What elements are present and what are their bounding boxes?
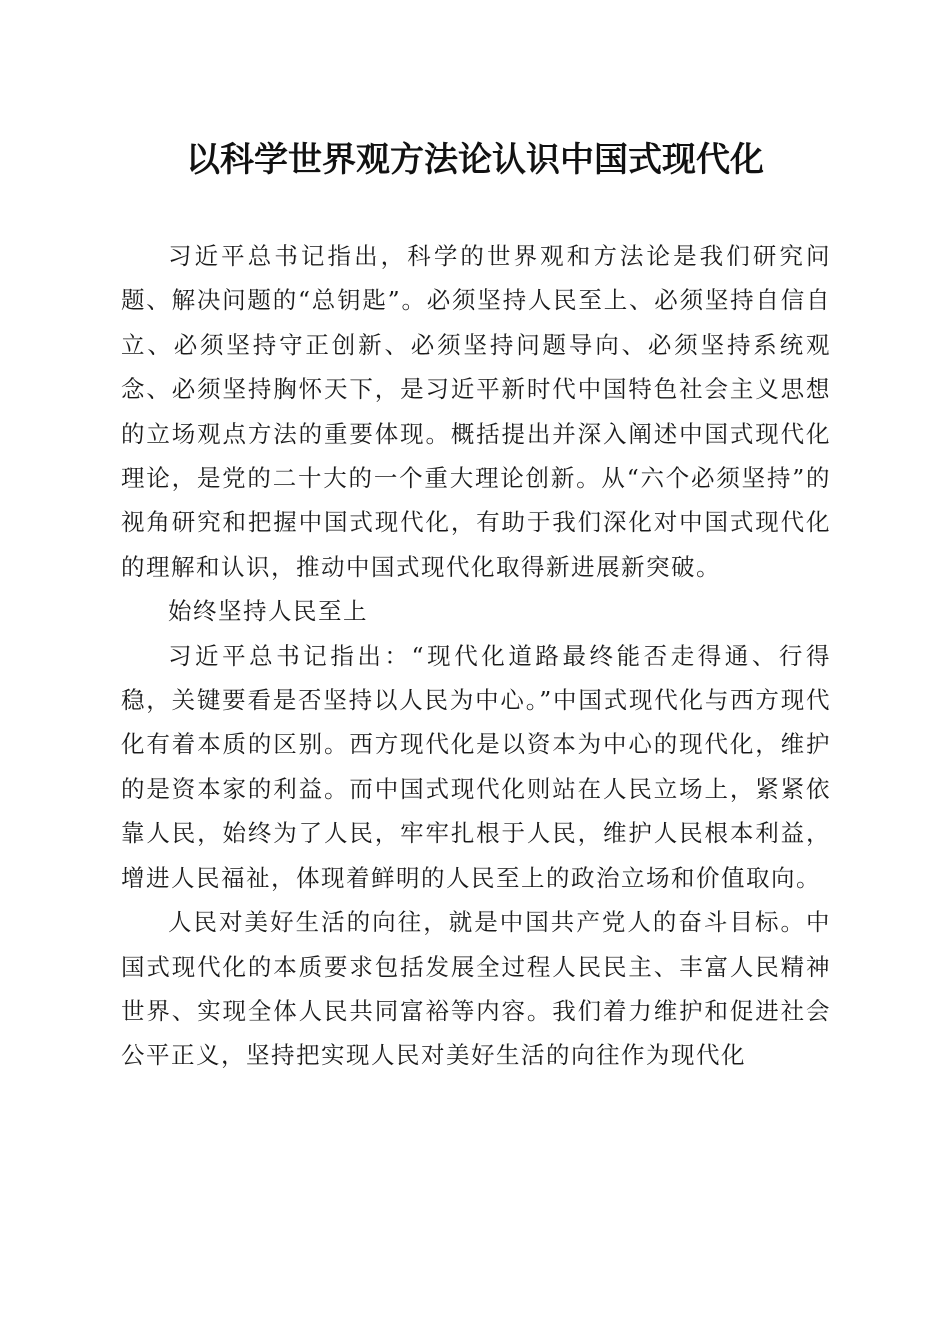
section-heading: 始终坚持人民至上 [168,597,368,626]
document-title: 以科学世界观方法论认识中国式现代化 [186,140,764,180]
intro-paragraph: 习近平总书记指出，科学的世界观和方法论是我们研究问题、解决问题的“总钥匙”。必须坚持人民至上、必须坚持自信自立、必须坚持守正创新、必须坚持问题导向、必须坚持系统观念、必须坚持胸怀天下，是习近平新时代中国特色社会主义思想的立场观点方法的重要体现。概括提出并深入阐述中国式现代化理论，是党的二十大的一个重大理论创新。从“六个必须坚持”的视角研究和把握中国式现代化，有助于我们深化对中国式现代化的理解和认识，推动中国式现代化取得新进展新突破。 [121,242,831,581]
section-paragraph-2: 人民对美好生活的向往，就是中国共产党人的奋斗目标。中国式现代化的本质要求包括发展全过程人民民主、丰富人民精神世界、实现全体人民共同富裕等内容。我们着力维护和促进社会公平正义，坚持把实现人民对美好生活的向往作为现代化 [121,908,831,1070]
document-body [121,234,831,1078]
section-paragraph-1: 习近平总书记指出：“现代化道路最终能否走得通、行得稳，关键要看是否坚持以人民为中心。”中国式现代化与西方现代化有着本质的区别。西方现代化是以资本为中心的现代化，维护的是资本家的利益。而中国式现代化则站在人民立场上，紧紧依靠人民，始终为了人民，牢牢扎根于人民，维护人民根本利益，增进人民福祉，体现着鲜明的人民至上的政治立场和价值取向。 [121,641,831,892]
